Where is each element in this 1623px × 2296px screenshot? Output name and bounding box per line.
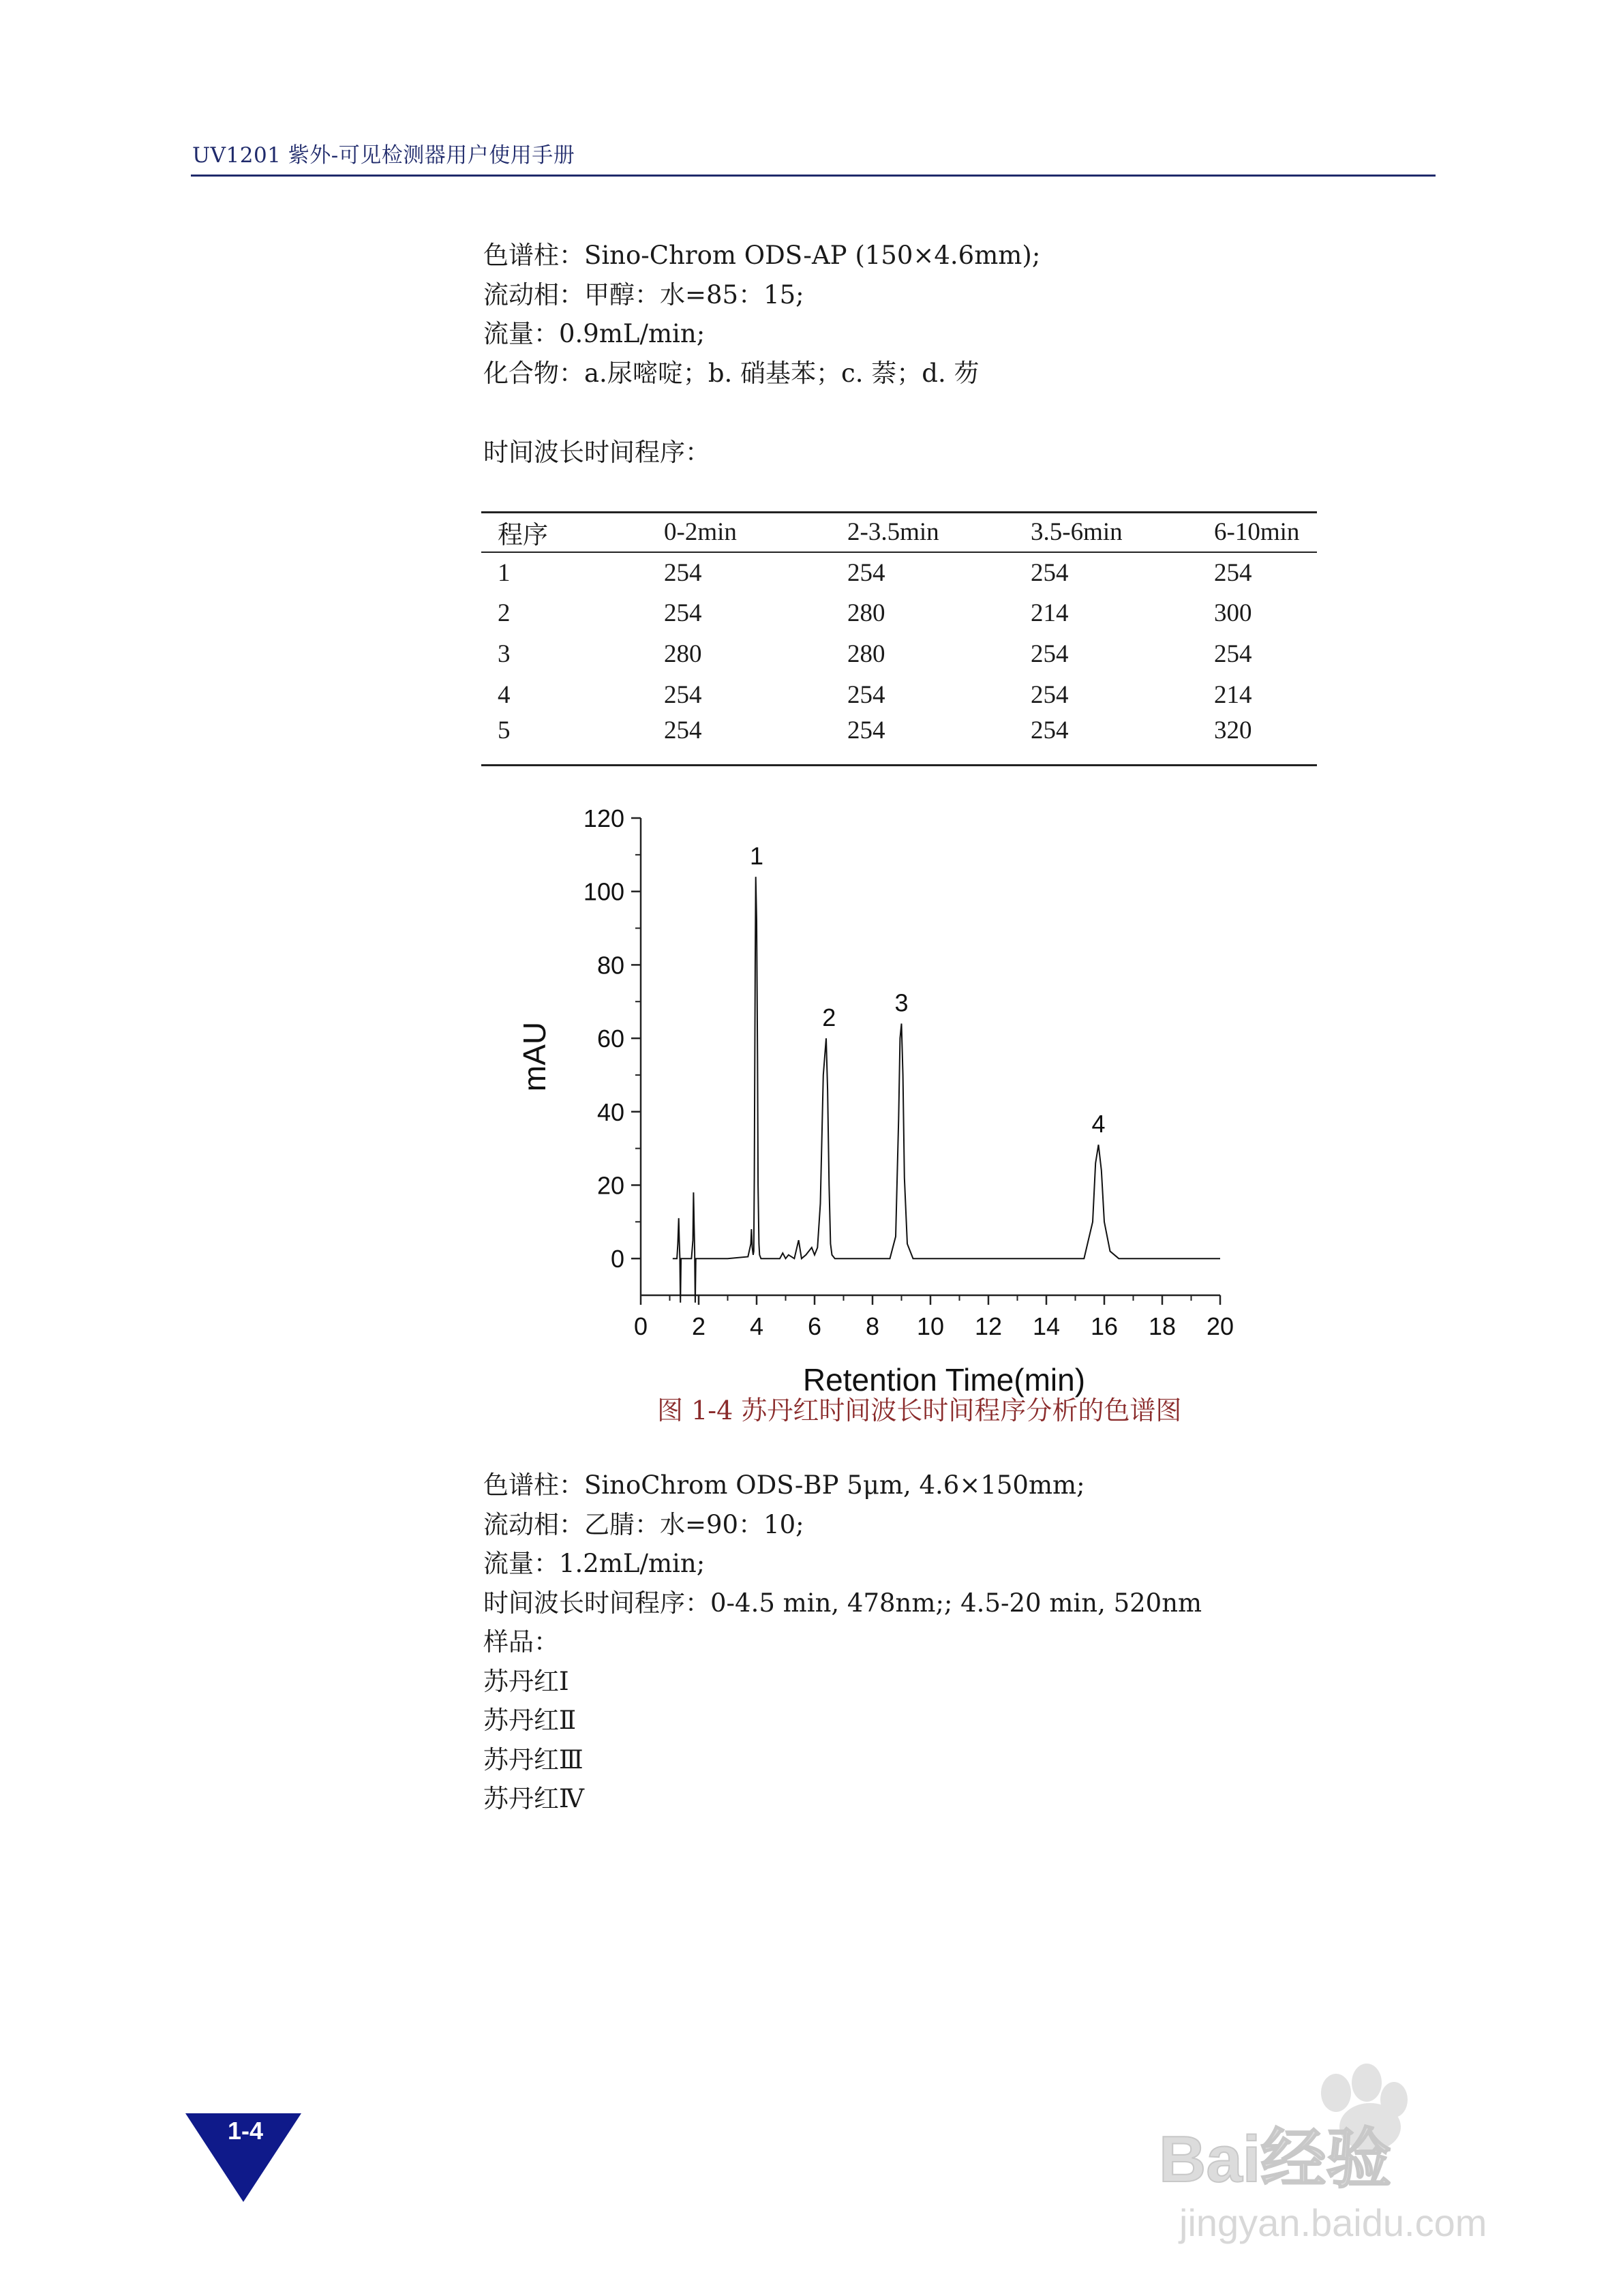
table-cell: 254 <box>1214 558 1252 587</box>
table-cell: 5 <box>498 716 511 744</box>
y-tick-label: 20 <box>596 1171 624 1200</box>
mobile-phase-line: 流动相：乙腈：水=90：10; <box>483 1509 804 1539</box>
table-cell: 254 <box>1214 640 1252 668</box>
table-header-cell: 6-10min <box>1214 518 1300 547</box>
x-tick-label: 2 <box>691 1312 706 1340</box>
baidu-watermark <box>1132 2052 1541 2256</box>
table-cell: 254 <box>664 681 702 709</box>
y-tick-label: 120 <box>583 804 624 832</box>
table-cell: 280 <box>847 599 885 627</box>
table-cell: 254 <box>1031 640 1069 668</box>
figure-caption: 图 1-4 苏丹红时间波长时间程序分析的色谱图 <box>657 1395 1182 1425</box>
x-tick-label: 8 <box>865 1312 880 1340</box>
table-cell: 254 <box>664 558 702 587</box>
table-cell: 3 <box>498 640 511 668</box>
page-header-title: UV1201 紫外-可见检测器用户使用手册 <box>192 143 575 168</box>
table-row <box>481 593 1317 634</box>
table-row <box>481 634 1317 675</box>
y-tick-label: 40 <box>596 1098 624 1126</box>
column-line: 色谱柱：Sino-Chrom ODS-AP (150×4.6mm); <box>483 241 1041 270</box>
compounds-line: 化合物：a.尿嘧啶；b. 硝基苯；c. 萘；d. 芴 <box>483 358 980 388</box>
y-axis-label: mAU <box>517 1021 552 1092</box>
wavelength-program-table <box>481 511 1317 766</box>
table-cell: 214 <box>1214 681 1252 709</box>
wavelength-program-line: 时间波长时间程序：0-4.5 min, 478nm;; 4.5-20 min, 520nm <box>483 1588 1202 1618</box>
sample-item: 苏丹红Ⅰ <box>483 1666 569 1696</box>
x-tick-label: 20 <box>1206 1312 1234 1340</box>
x-tick-label: 12 <box>974 1312 1003 1340</box>
watermark-brand: Bai经验 <box>1159 2123 1392 2196</box>
table-cell: 254 <box>847 681 885 709</box>
x-axis-label: Retention Time(min) <box>802 1362 1086 1398</box>
mobile-phase-line: 流动相：甲醇：水=85：15; <box>483 280 804 309</box>
peak-label: 3 <box>894 988 909 1017</box>
sample-heading: 样品： <box>483 1627 559 1657</box>
table-cell: 280 <box>847 640 885 668</box>
y-tick-label: 60 <box>596 1025 624 1053</box>
chromatogram-trace <box>673 877 1220 1303</box>
x-tick-label: 6 <box>807 1312 822 1340</box>
chromatogram-chart <box>517 798 1288 1398</box>
table-cell: 280 <box>664 640 702 668</box>
table-cell: 214 <box>1031 599 1069 627</box>
table-cell: 4 <box>498 681 511 709</box>
table-header-cell: 程序 <box>498 521 548 549</box>
table-cell: 254 <box>847 716 885 744</box>
peak-labels <box>750 842 1106 1138</box>
table-cell: 254 <box>664 599 702 627</box>
table-row <box>481 675 1317 716</box>
table-header-cell: 2-3.5min <box>847 518 939 547</box>
x-tick-label: 18 <box>1148 1312 1177 1340</box>
sample-item: 苏丹红Ⅳ <box>483 1784 584 1813</box>
x-ticks <box>634 1295 1234 1340</box>
table-cell: 254 <box>1031 716 1069 744</box>
header-divider <box>191 175 1436 177</box>
watermark-url: jingyan.baidu.com <box>1179 2201 1487 2244</box>
x-tick-label: 14 <box>1032 1312 1061 1340</box>
program-title: 时间波长时间程序： <box>483 438 710 467</box>
peak-label: 4 <box>1091 1110 1106 1138</box>
x-tick-label: 0 <box>633 1312 648 1340</box>
peak-label: 2 <box>822 1003 836 1032</box>
y-tick-label: 80 <box>596 951 624 980</box>
y-tick-label: 0 <box>610 1245 624 1273</box>
table-header-row <box>481 513 1317 552</box>
x-tick-label: 10 <box>916 1312 945 1340</box>
method-conditions-1 <box>483 236 1040 393</box>
table-cell: 254 <box>1031 558 1069 587</box>
table-row <box>481 552 1317 593</box>
page-number: 1-4 <box>227 2117 264 2145</box>
column-line: 色谱柱：SinoChrom ODS-BP 5μm, 4.6×150mm; <box>483 1470 1085 1500</box>
x-tick-label: 16 <box>1090 1312 1119 1340</box>
table-cell: 254 <box>1031 681 1069 709</box>
table-cell: 254 <box>847 558 885 587</box>
y-ticks <box>583 804 641 1273</box>
table-header-cell: 3.5-6min <box>1031 518 1123 547</box>
table-cell: 2 <box>498 599 511 627</box>
table-cell: 320 <box>1214 716 1252 744</box>
table-cell: 1 <box>498 558 511 587</box>
x-tick-label: 4 <box>749 1312 764 1340</box>
sample-item: 苏丹红Ⅱ <box>483 1706 577 1735</box>
table-header-cell: 0-2min <box>664 518 737 547</box>
table-cell: 300 <box>1214 599 1252 627</box>
sample-item: 苏丹红Ⅲ <box>483 1744 583 1774</box>
table-cell: 254 <box>664 716 702 744</box>
y-tick-label: 100 <box>583 877 624 906</box>
table-row <box>481 716 1317 766</box>
flow-rate-line: 流量：1.2mL/min; <box>483 1549 706 1578</box>
method-conditions-2 <box>483 1466 1202 1819</box>
flow-rate-line: 流量：0.9mL/min; <box>483 319 706 348</box>
peak-label: 1 <box>749 842 764 871</box>
